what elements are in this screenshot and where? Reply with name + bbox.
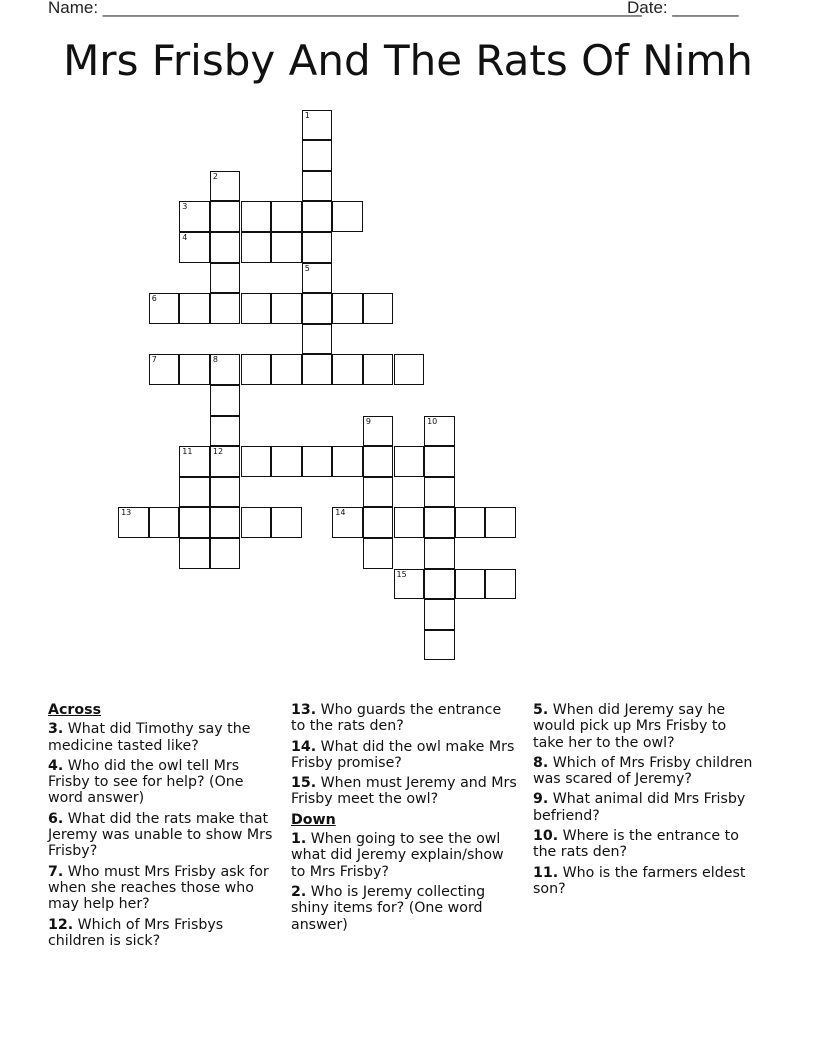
cell-number: 7 xyxy=(151,355,157,365)
clue-text: Who must Mrs Frisby ask for when she reaches those who may help her? xyxy=(48,863,269,913)
clue-item xyxy=(533,702,761,751)
crossword-cell[interactable] xyxy=(179,538,210,569)
clue-item xyxy=(48,758,276,807)
page-title: Mrs Frisby And The Rats Of Nimh xyxy=(63,36,753,85)
date-field-label: Date: _______ xyxy=(627,0,739,17)
cell-number: 2 xyxy=(212,171,218,181)
crossword-cell[interactable] xyxy=(363,416,394,447)
crossword-cell[interactable] xyxy=(424,416,455,447)
crossword-cell[interactable] xyxy=(302,324,333,355)
crossword-cell[interactable] xyxy=(394,507,425,538)
crossword-cell[interactable] xyxy=(302,201,333,232)
clue-item xyxy=(291,739,519,772)
crossword-cell[interactable] xyxy=(210,293,241,324)
cell-number: 1 xyxy=(304,110,310,120)
clue-number: 6. xyxy=(48,810,64,827)
crossword-cell[interactable] xyxy=(179,477,210,508)
crossword-cell[interactable] xyxy=(302,232,333,263)
crossword-cell[interactable] xyxy=(455,507,486,538)
crossword-cell[interactable] xyxy=(241,354,272,385)
crossword-cell[interactable] xyxy=(179,354,210,385)
crossword-cell[interactable] xyxy=(179,293,210,324)
down-clue-list-continued xyxy=(533,702,761,897)
cell-number: 12 xyxy=(212,447,224,457)
clue-text: What animal did Mrs Frisby befriend? xyxy=(533,791,746,824)
cell-number: 13 xyxy=(121,508,132,518)
cell-number: 14 xyxy=(335,508,346,518)
crossword-cell[interactable] xyxy=(210,171,241,202)
crossword-cell[interactable] xyxy=(179,507,210,538)
cell-number: 4 xyxy=(182,233,188,242)
across-clue-list-continued xyxy=(291,702,519,808)
clue-text: Who is the farmers eldest son? xyxy=(533,864,746,897)
crossword-cell[interactable] xyxy=(271,354,302,385)
cell-number: 9 xyxy=(365,416,371,426)
crossword-cell[interactable] xyxy=(241,232,272,263)
cell-number: 11 xyxy=(182,447,193,457)
crossword-cell[interactable] xyxy=(424,569,455,600)
clue-number: 8. xyxy=(533,754,549,771)
crossword-cell[interactable] xyxy=(424,630,455,661)
crossword-cell[interactable] xyxy=(271,201,302,232)
clue-item xyxy=(533,755,761,788)
clue-item xyxy=(48,721,276,754)
crossword-cell[interactable] xyxy=(424,477,455,508)
crossword-cell[interactable] xyxy=(394,354,425,385)
name-field-label: Name: _________________________________________________________ xyxy=(48,0,642,17)
clue-number: 13. xyxy=(291,702,317,718)
crossword-cell[interactable] xyxy=(210,477,241,508)
crossword-cell[interactable] xyxy=(210,385,241,416)
crossword-cell[interactable] xyxy=(302,110,333,141)
clue-text: Who did the owl tell Mrs Frisby to see for help? (One word answer) xyxy=(48,757,244,807)
crossword-cell[interactable] xyxy=(363,446,394,477)
crossword-cell[interactable] xyxy=(271,507,302,538)
across-heading: Across xyxy=(48,702,102,718)
crossword-cell[interactable] xyxy=(149,293,180,324)
crossword-cell[interactable] xyxy=(394,446,425,477)
crossword-cell[interactable] xyxy=(363,538,394,569)
crossword-cell[interactable] xyxy=(210,507,241,538)
clues-column-1 xyxy=(48,702,276,953)
crossword-cell[interactable] xyxy=(118,507,149,538)
clues-column-3 xyxy=(533,702,761,901)
crossword-cell[interactable] xyxy=(424,446,455,477)
clue-item xyxy=(48,811,276,860)
crossword-cell[interactable] xyxy=(302,171,333,202)
crossword-cell[interactable] xyxy=(363,507,394,538)
clue-text: Which of Mrs Frisby children was scared of Jeremy? xyxy=(533,754,753,788)
clue-number: 4. xyxy=(48,757,64,774)
clue-item xyxy=(48,864,276,913)
crossword-cell[interactable] xyxy=(241,201,272,232)
clue-text: Who guards the entrance to the rats den? xyxy=(291,702,502,735)
crossword-cell[interactable] xyxy=(179,446,210,477)
crossword-cell[interactable] xyxy=(149,507,180,538)
crossword-cell[interactable] xyxy=(271,293,302,324)
clue-number: 14. xyxy=(291,738,317,755)
crossword-cell[interactable] xyxy=(455,569,486,600)
clue-item xyxy=(291,702,519,735)
clue-number: 12. xyxy=(48,916,74,933)
down-heading: Down xyxy=(291,811,336,828)
crossword-cell[interactable] xyxy=(394,569,425,600)
cell-number: 10 xyxy=(427,416,438,426)
crossword-cell[interactable] xyxy=(424,507,455,538)
clue-number: 2. xyxy=(291,883,307,900)
clue-number: 15. xyxy=(291,775,317,792)
clue-text: Which of Mrs Frisbys children is sick? xyxy=(48,916,224,949)
across-clue-list xyxy=(48,721,276,949)
clues-column-2 xyxy=(291,702,519,937)
crossword-cell[interactable] xyxy=(363,293,394,324)
clue-item xyxy=(48,917,276,950)
clue-number: 5. xyxy=(533,702,549,718)
clue-text: Who is Jeremy collecting shiny items for? (One word answer) xyxy=(291,883,486,933)
crossword-cell[interactable] xyxy=(271,232,302,263)
crossword-cell[interactable] xyxy=(332,201,363,232)
clue-number: 1. xyxy=(291,831,307,848)
crossword-cell[interactable] xyxy=(302,293,333,324)
crossword-cell[interactable] xyxy=(149,354,180,385)
crossword-cell[interactable] xyxy=(302,263,333,294)
clue-item xyxy=(291,884,519,933)
crossword-cell[interactable] xyxy=(485,569,516,600)
crossword-cell[interactable] xyxy=(210,263,241,294)
crossword-cell[interactable] xyxy=(241,446,272,477)
cell-number: 15 xyxy=(396,569,407,579)
crossword-cell[interactable] xyxy=(302,140,333,171)
crossword-cell[interactable] xyxy=(210,446,241,477)
crossword-cell[interactable] xyxy=(332,293,363,324)
crossword-cell[interactable] xyxy=(302,354,333,385)
clue-number: 9. xyxy=(533,791,549,808)
clue-text: When must Jeremy and Mrs Frisby meet the owl? xyxy=(291,775,517,808)
clue-number: 10. xyxy=(533,828,559,845)
crossword-cell[interactable] xyxy=(332,507,363,538)
clue-number: 11. xyxy=(533,864,559,881)
crossword-cell[interactable] xyxy=(210,232,241,263)
crossword-cell[interactable] xyxy=(210,416,241,447)
crossword-cell[interactable] xyxy=(241,507,272,538)
clue-item xyxy=(291,831,519,880)
cell-number: 8 xyxy=(212,355,218,365)
clue-text: When going to see the owl what did Jeremy explain/show to Mrs Frisby? xyxy=(291,831,504,880)
clue-item xyxy=(291,775,519,808)
clue-number: 3. xyxy=(48,721,64,738)
clue-text: What did the owl make Mrs Frisby promise? xyxy=(291,738,515,771)
down-clue-list xyxy=(291,831,519,933)
cell-number: 5 xyxy=(304,263,310,273)
clue-text: What did Timothy say the medicine tasted like? xyxy=(48,721,251,754)
crossword-cell[interactable] xyxy=(363,354,394,385)
crossword-cell[interactable] xyxy=(424,599,455,630)
cell-number: 3 xyxy=(182,202,188,212)
crossword-cell[interactable] xyxy=(332,446,363,477)
crossword-cell[interactable] xyxy=(332,354,363,385)
clue-item xyxy=(533,865,761,898)
crossword-cell[interactable] xyxy=(179,232,210,263)
crossword-cell[interactable] xyxy=(363,477,394,508)
crossword-cell[interactable] xyxy=(271,446,302,477)
crossword-cell[interactable] xyxy=(210,201,241,232)
crossword-cell[interactable] xyxy=(179,201,210,232)
clue-text: Where is the entrance to the rats den? xyxy=(533,828,739,861)
crossword-cell[interactable] xyxy=(241,293,272,324)
crossword-cell[interactable] xyxy=(424,538,455,569)
clue-text: What did the rats make that Jeremy was unable to show Mrs Frisby? xyxy=(48,810,273,860)
clue-item xyxy=(533,791,761,824)
cell-number: 6 xyxy=(151,294,157,304)
clue-item xyxy=(533,828,761,861)
crossword-cell[interactable] xyxy=(210,538,241,569)
clue-text: When did Jeremy say he would pick up Mrs Frisby to take her to the owl? xyxy=(533,702,727,751)
clue-number: 7. xyxy=(48,863,64,880)
crossword-cell[interactable] xyxy=(485,507,516,538)
crossword-cell[interactable] xyxy=(210,354,241,385)
crossword-cell[interactable] xyxy=(302,446,333,477)
